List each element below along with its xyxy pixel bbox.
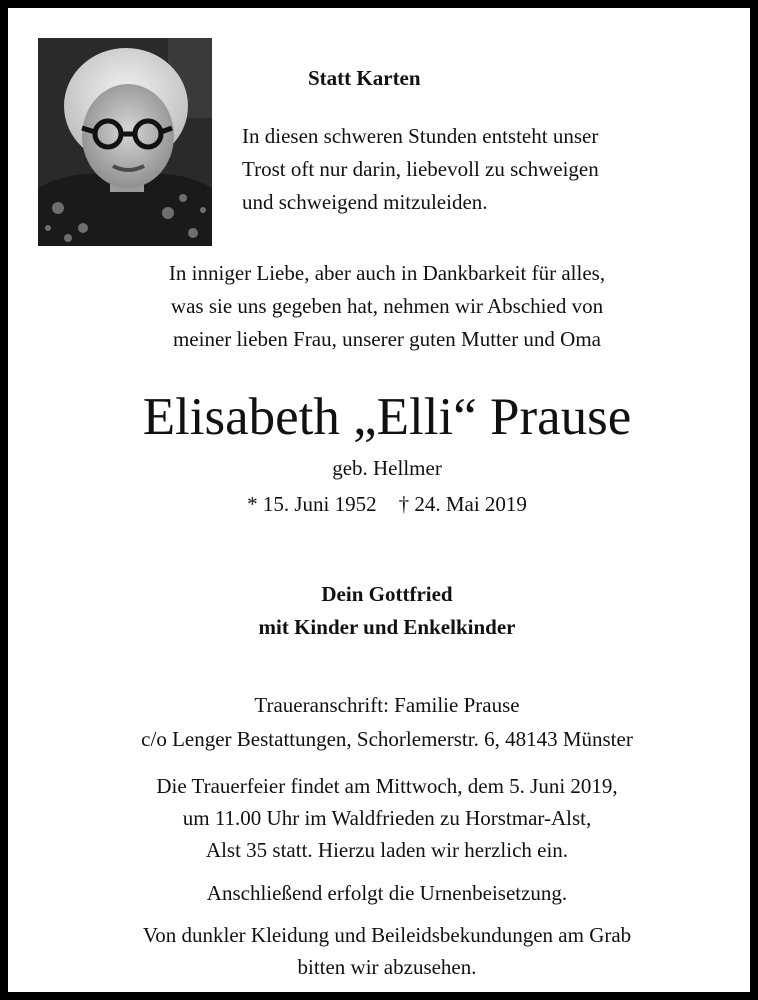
- death-date: † 24. Mai 2019: [398, 492, 527, 516]
- intro-text: [16, 257, 758, 356]
- intro-line: was sie uns gegeben hat, nehmen wir Abschied von: [170, 294, 604, 318]
- maiden-name: geb. Hellmer: [332, 456, 442, 480]
- condolence-quote: [242, 120, 599, 219]
- request-line: bitten wir abzusehen.: [297, 955, 477, 979]
- birth-date: * 15. Juni 1952: [247, 492, 377, 516]
- mourning-address: [16, 688, 758, 756]
- request-line: Von dunkler Kleidung und Beileidsbekundungen am Grab: [142, 923, 632, 947]
- ceremony-line: um 11.00 Uhr im Waldfrieden zu Horstmar-Alst,: [182, 806, 592, 830]
- attire-request: [16, 919, 758, 983]
- deceased-name: Elisabeth „Elli“ Prause: [142, 388, 632, 446]
- intro-line: meiner lieben Frau, unserer guten Mutter und Oma: [172, 327, 602, 351]
- portrait-photo: [38, 38, 212, 246]
- address-line: Traueranschrift: Familie Prause: [254, 693, 520, 717]
- intro-line: In inniger Liebe, aber auch in Dankbarkeit für alles,: [168, 261, 606, 285]
- quote-line: Trost oft nur darin, liebevoll zu schweigen: [242, 157, 599, 181]
- address-line: c/o Lenger Bestattungen, Schorlemerstr. 6, 48143 Münster: [141, 727, 633, 751]
- heading-statt-karten: Statt Karten: [308, 66, 421, 90]
- urn-burial-info: Anschließend erfolgt die Urnenbeisetzung.: [206, 881, 568, 905]
- quote-line: In diesen schweren Stunden entsteht unser: [242, 124, 599, 148]
- quote-line: und schweigend mitzuleiden.: [242, 190, 488, 214]
- funeral-ceremony-info: [16, 770, 758, 866]
- mourners-line: mit Kinder und Enkelkinder: [258, 615, 516, 639]
- ceremony-line: Alst 35 statt. Hierzu laden wir herzlich ein.: [205, 838, 569, 862]
- life-dates: [16, 488, 758, 521]
- mourners-line: Dein Gottfried: [321, 582, 453, 606]
- ceremony-line: Die Trauerfeier findet am Mittwoch, dem 5. Juni 2019,: [156, 774, 618, 798]
- mourners-signature: [16, 578, 758, 644]
